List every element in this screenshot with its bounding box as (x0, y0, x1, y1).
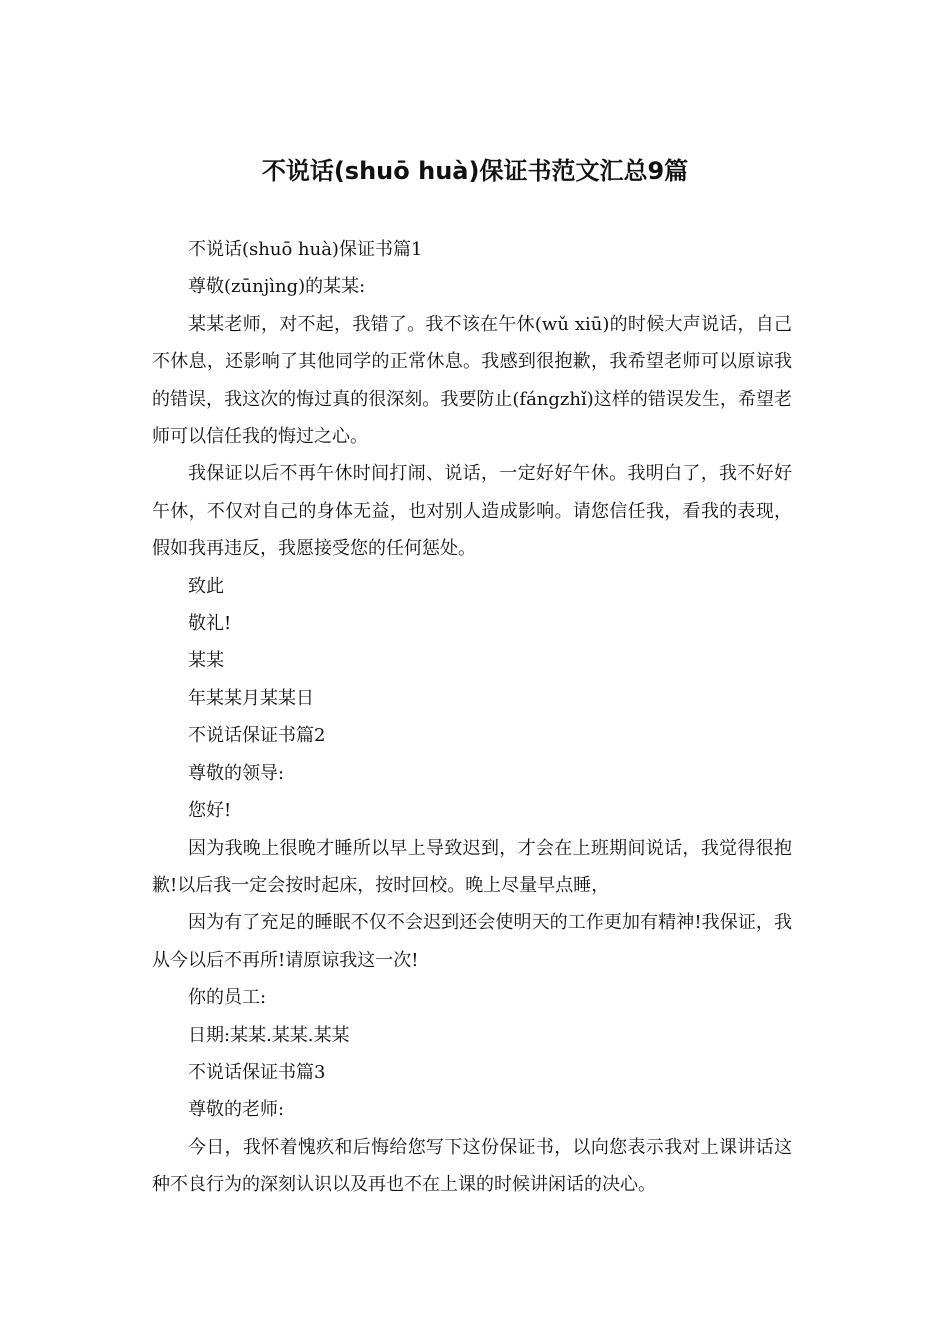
section-heading-2: 不说话保证书篇2 (188, 725, 326, 747)
body-paragraph: 因为有了充足的睡眠不仅不会迟到还会使明天的工作更加有精神!我保证，我从今以后不再所!请原谅我这一次! (152, 912, 792, 971)
document-body (152, 231, 792, 1204)
salutation: 尊敬的领导: (188, 762, 285, 784)
body-paragraph: 因为我晚上很晚才睡所以早上导致迟到，才会在上班期间说话，我觉得很抱歉!以后我一定会按时起床，按时回校。晚上尽量早点睡， (152, 837, 792, 896)
closing-line: 敬礼! (188, 613, 232, 635)
body-paragraph: 某某老师，对不起，我错了。我不该在午休(wǔ xiū)的时候大声说话，自己不休息，还影响了其他同学的正常休息。我感到很抱歉，我希望老师可以原谅我的错误，我这次的悔过真的很深刻。我要防止(fángzhǐ)这样的错误发生，希望老师可以信任我的悔过之心。 (152, 313, 792, 448)
salutation: 尊敬(zūnjìng)的某某: (188, 276, 366, 298)
signature-date: 年某某月某某日 (188, 687, 314, 709)
closing-line: 致此 (188, 575, 224, 597)
signature-name: 某某 (188, 650, 224, 672)
body-paragraph: 今日，我怀着愧疚和后悔给您写下这份保证书，以向您表示我对上课讲话这种不良行为的深刻认识以及再也不在上课的时候讲闲话的决心。 (152, 1136, 792, 1196)
signature-date: 日期:某某.某某.某某 (188, 1024, 350, 1046)
salutation: 尊敬的老师: (188, 1099, 285, 1121)
signature-name: 你的员工: (188, 987, 267, 1009)
section-heading-1: 不说话(shuō huà)保证书篇1 (188, 239, 423, 260)
section-heading-3: 不说话保证书篇3 (188, 1061, 326, 1083)
document-title: 不说话(shuō huà)保证书范文汇总9篇 (261, 157, 689, 185)
greeting: 您好! (188, 800, 232, 822)
body-paragraph: 我保证以后不再午休时间打闹、说话，一定好好午休。我明白了，我不好好午休，不仅对自己的身体无益，也对别人造成影响。请您信任我，看我的表现，假如我再违反，我愿接受您的任何惩处。 (152, 463, 792, 560)
